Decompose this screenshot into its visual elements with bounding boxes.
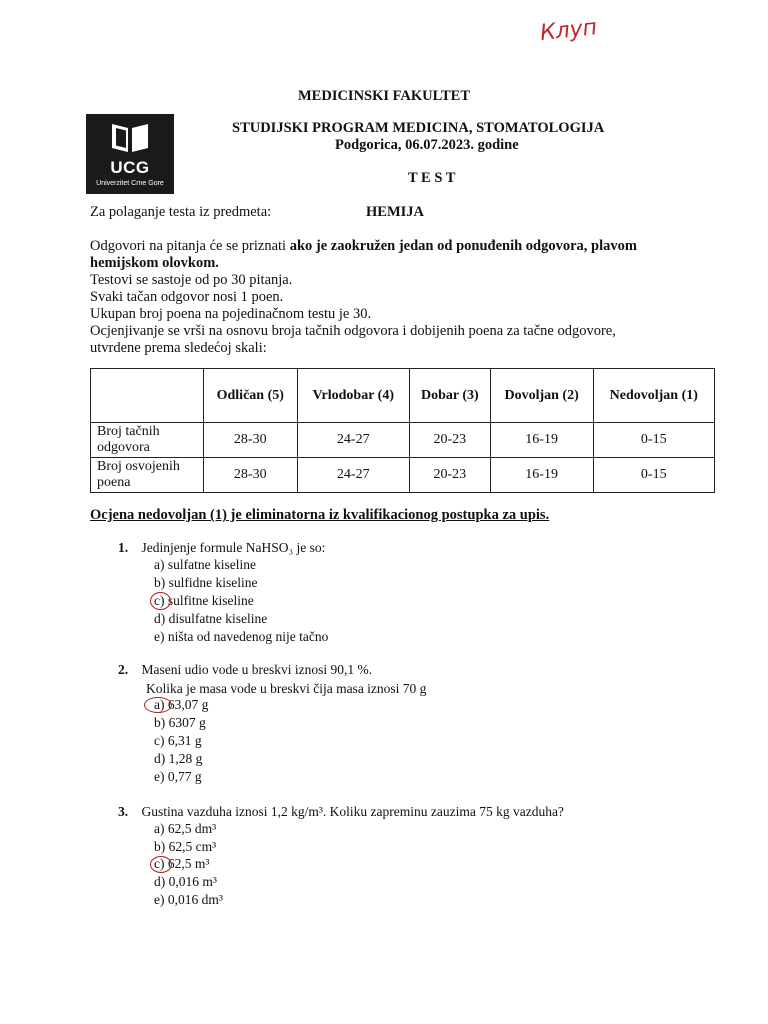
- subject-label: Za polaganje testa iz predmeta:: [90, 204, 272, 220]
- answer-option[interactable]: d) 0,016 m³: [154, 874, 217, 889]
- handwritten-note: Клуп: [538, 15, 599, 46]
- answer-option[interactable]: b) sulfidne kiseline: [154, 575, 258, 590]
- question-number: 3.: [118, 804, 129, 819]
- answer-option[interactable]: c) sulfitne kiseline: [154, 593, 254, 608]
- table-cell: 20-23: [409, 423, 490, 458]
- table-cell: 16-19: [490, 423, 593, 458]
- answer-option[interactable]: e) ništa od navedenog nije tačno: [154, 629, 329, 644]
- table-header: Dobar (3): [409, 369, 490, 423]
- table-header-empty: [91, 369, 204, 423]
- question-text: Jedinjenje formule NaHSO₃ je so:: [141, 540, 326, 555]
- program-title: STUDIJSKI PROGRAM MEDICINA, STOMATOLOGIJA: [232, 120, 605, 136]
- test-title: T E S T: [408, 170, 456, 186]
- instruction-line: Ukupan broj poena na pojedinačnom testu je 30.: [90, 306, 372, 322]
- instructions: [90, 238, 730, 357]
- answer-circle-mark: [144, 697, 172, 713]
- answer-option[interactable]: c) 6,31 g: [154, 733, 202, 748]
- table-row: [91, 458, 715, 493]
- answer-option[interactable]: a) sulfatne kiseline: [154, 557, 256, 572]
- table-header: Vrlodobar (4): [297, 369, 409, 423]
- question-text-2: Kolika je masa vode u breskvi čija masa iznosi 70 g: [146, 681, 427, 696]
- grade-table: [90, 368, 715, 493]
- question-1: [118, 539, 325, 557]
- table-cell: 16-19: [490, 458, 593, 493]
- row-label: Broj osvojenih poena: [91, 458, 204, 493]
- book-icon: [86, 114, 174, 158]
- question-2: [118, 661, 372, 679]
- answer-option[interactable]: e) 0,016 dm³: [154, 892, 223, 907]
- answer-option[interactable]: d) disulfatne kiseline: [154, 611, 268, 626]
- question-number: 2.: [118, 662, 129, 677]
- logo-name: UCG: [110, 158, 150, 177]
- answer-option[interactable]: b) 6307 g: [154, 715, 206, 730]
- subject-value: HEMIJA: [366, 204, 424, 220]
- table-cell: 0-15: [593, 458, 714, 493]
- table-row: [91, 423, 715, 458]
- elimination-note: Ocjena nedovoljan (1) je eliminatorna iz kvalifikacionog postupka za upis.: [90, 507, 550, 523]
- table-cell: 24-27: [297, 423, 409, 458]
- table-header: Nedovoljan (1): [593, 369, 714, 423]
- place-date: Podgorica, 06.07.2023. godine: [335, 137, 519, 153]
- instruction-line: Svaki tačan odgovor nosi 1 poen.: [90, 289, 284, 305]
- instruction-line-1: [90, 238, 730, 255]
- answer-option[interactable]: e) 0,77 g: [154, 769, 202, 784]
- answer-option[interactable]: c) 62,5 m³: [154, 856, 210, 871]
- question-3: [118, 803, 564, 821]
- instruction-bold-text: ako je zaokružen jedan od ponuđenih odgovora, plavom: [289, 238, 637, 254]
- table-cell: 24-27: [297, 458, 409, 493]
- instruction-normal-text: Odgovori na pitanja će se priznati: [90, 238, 290, 254]
- table-cell: 0-15: [593, 423, 714, 458]
- ucg-logo: [86, 114, 174, 194]
- instruction-line: Testovi se sastoje od po 30 pitanja.: [90, 272, 293, 288]
- question-text: Maseni udio vode u breskvi iznosi 90,1 %.: [141, 662, 373, 677]
- faculty-title: MEDICINSKI FAKULTET: [297, 88, 471, 104]
- answer-option[interactable]: a) 62,5 dm³: [154, 821, 217, 836]
- instruction-line: Ocjenjivanje se vrši na osnovu broja tačnih odgovora i dobijenih poena za tačne odgovore,: [90, 323, 616, 339]
- table-cell: 28-30: [204, 458, 298, 493]
- answer-circle-mark: [150, 592, 171, 610]
- question-number: 1.: [118, 540, 129, 555]
- answer-option[interactable]: d) 1,28 g: [154, 751, 203, 766]
- table-cell: 28-30: [204, 423, 298, 458]
- answer-option[interactable]: a) 63,07 g: [154, 697, 209, 712]
- instruction-bold-line: hemijskom olovkom.: [90, 255, 219, 271]
- row-label: Broj tačnih odgovora: [91, 423, 204, 458]
- table-header: Dovoljan (2): [490, 369, 593, 423]
- table-header: Odličan (5): [204, 369, 298, 423]
- answer-circle-mark: [150, 856, 172, 873]
- question-text: Gustina vazduha iznosi 1,2 kg/m³. Koliku zapreminu zauzima 75 kg vazduha?: [141, 804, 564, 819]
- logo-subtitle: Univerzitet Crne Gore: [96, 180, 164, 187]
- answer-option[interactable]: b) 62,5 cm³: [154, 839, 217, 854]
- instruction-line: utvrdene prema sledećoj skali:: [90, 340, 267, 356]
- table-header-row: [91, 369, 715, 423]
- table-cell: 20-23: [409, 458, 490, 493]
